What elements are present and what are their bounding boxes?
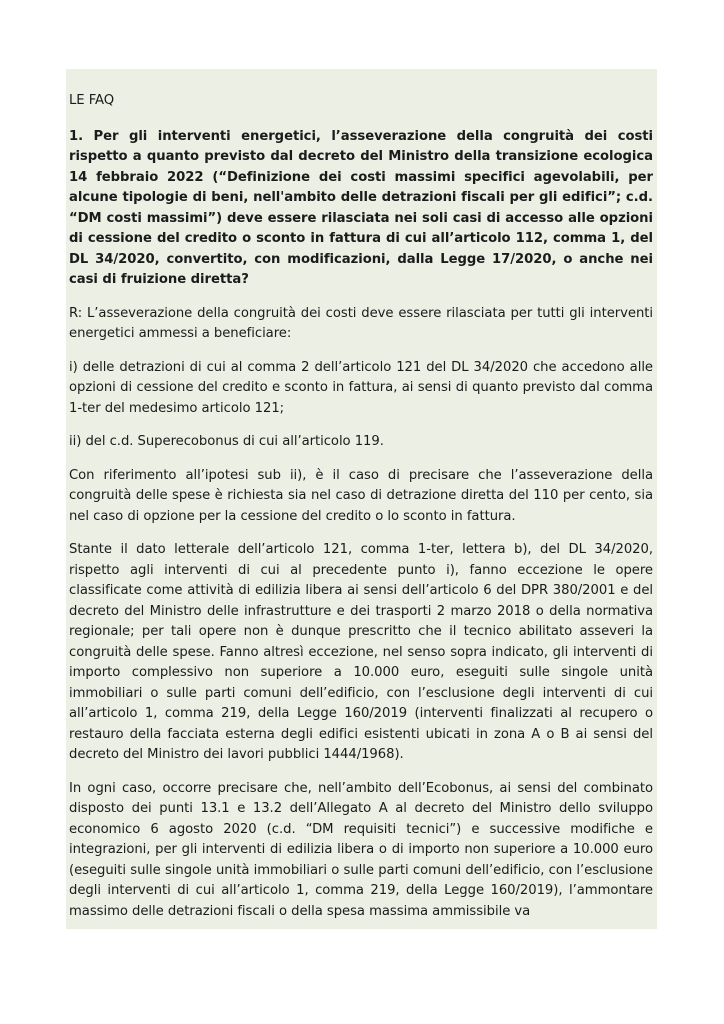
answer-paragraph-sub-ii: Con riferimento all’ipotesi sub ii), è il caso di precisare che l’asseverazione della congruità delle spese è richiesta sia nel caso di detrazione diretta del 110 per cento, sia nel caso di opzione per la cessione del credito o lo sconto in fattura. [69,467,653,524]
answer-paragraph-exceptions: Stante il dato letterale dell’articolo 121, comma 1-ter, lettera b), del DL 34/2020, rispetto agli interventi di cui al precedente punto i), fanno eccezione le opere classificate come attività di edilizia libera ai sensi dell’articolo 6 del DPR 380/2001 e del decreto del Ministro delle infrastrutture e dei trasporti 2 marzo 2018 o della normativa regionale; per tali opere non è dunque prescritto che il tecnico abilitato asseveri la congruità delle spese. Fanno altresì eccezione, nel senso sopra indicato, gli interventi di importo complessivo non superiore a 10.000 euro, eseguiti sulle singole unità immobiliari o sulle parti comuni dell’edificio, con l’esclusione degli interventi di cui all’articolo 1, comma 219, della Legge 160/2019 (interventi finalizzati al recupero o restauro della facciata esterna degli edifici esistenti ubicati in zona A o B ai sensi del decreto del Ministro dei lavori pubblici 1444/1968). [69,542,653,762]
answer-intro: R: L’asseverazione della congruità dei costi deve essere rilasciata per tutti gli interventi energetici ammessi a beneficiare: [69,305,653,341]
answer-paragraph-ecobonus: In ogni caso, occorre precisare che, nell’ambito dell’Ecobonus, ai sensi del combinato disposto dei punti 13.1 e 13.2 dell’Allegato A al decreto del Ministro dello sviluppo economico 6 agosto 2020 (c.d. “DM requisiti tecnici”) e successive modifiche e integrazioni, per gli interventi di edilizia libera o di importo non superiore a 10.000 euro (eseguiti sulle singole unità immobiliari o sulle parti comuni dell’edificio, con l’esclusione degli interventi di cui all’articolo 1, comma 219, della Legge 160/2019), l’ammontare massimo delle detrazioni fiscali o della spesa massima ammissibile va [69,780,653,919]
faq-heading: LE FAQ [69,93,115,108]
faq-panel [66,69,657,929]
faq-question: 1. Per gli interventi energetici, l’asseverazione della congruità dei costi rispetto a quanto previsto dal decreto del Ministro della transizione ecologica 14 febbraio 2022 (“Definizione dei costi massimi specifici agevolabili, per alcune tipologie di beni, nell'ambito delle detrazioni fiscali per gli edifici”; c.d. “DM costi massimi”) deve essere rilasciata nei soli casi di accesso alle opzioni di cessione del credito o sconto in fattura di cui all’articolo 112, comma 1, del DL 34/2020, convertito, con modificazioni, dalla Legge 17/2020, o anche nei casi di fruizione diretta? [69,128,653,287]
answer-point-i: i) delle detrazioni di cui al comma 2 dell’articolo 121 del DL 34/2020 che accedono alle opzioni di cessione del credito e sconto in fattura, ai sensi di quanto previsto dal comma 1-ter del medesimo articolo 121; [69,359,653,416]
answer-point-ii: ii) del c.d. Superecobonus di cui all’articolo 119. [69,434,384,449]
